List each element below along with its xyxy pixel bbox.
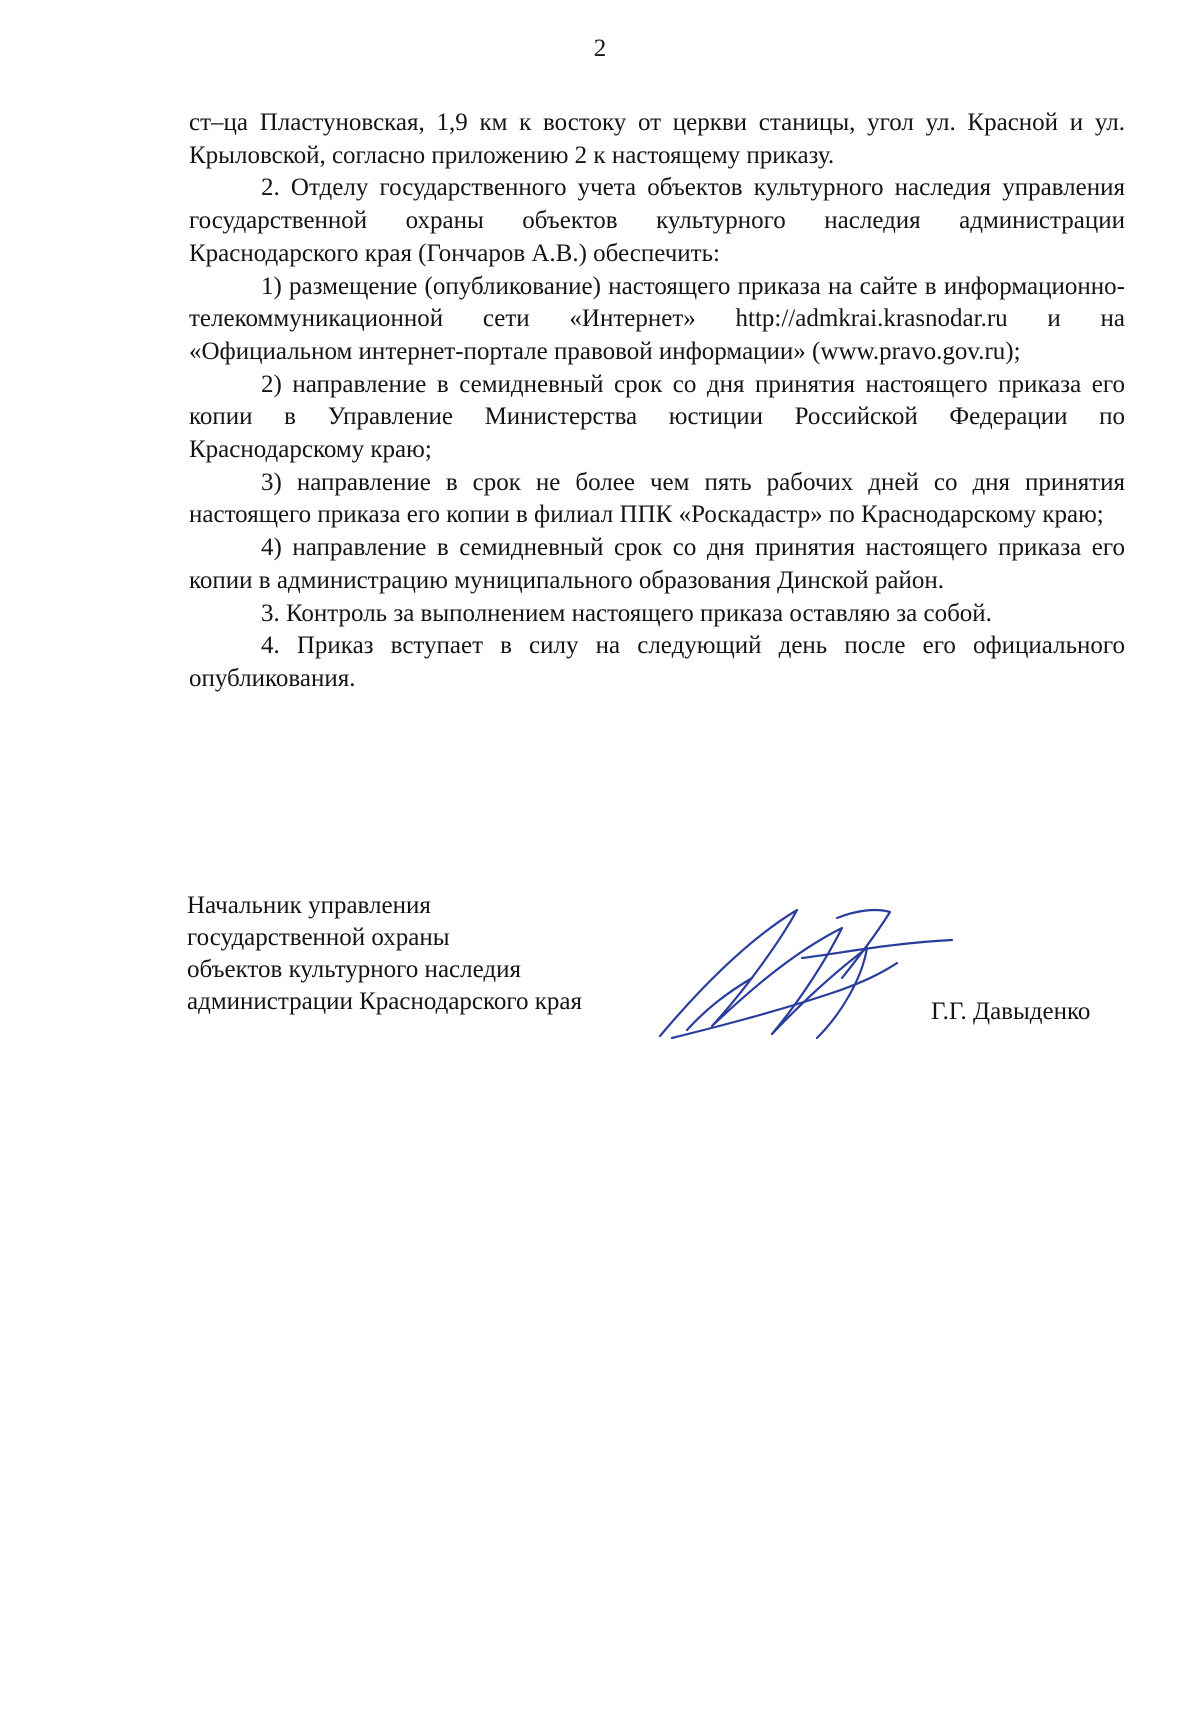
page-number: 2 bbox=[593, 35, 607, 62]
signer-title-line: администрации Краснодарского края bbox=[187, 988, 583, 1015]
signer-title bbox=[187, 890, 582, 1018]
paragraph-item-2: 2. Отделу государственного учета объектов культурного наследия управления государственной охраны объектов культурного наследия администрации Краснодарского края (Гончаров А.В.) обеспечить: bbox=[189, 174, 1125, 267]
signer-title-line: государственной охраны bbox=[187, 924, 450, 951]
paragraph-item-3: 3. Контроль за выполнением настоящего приказа оставляю за собой. bbox=[261, 599, 992, 627]
signature-block bbox=[187, 890, 1147, 1040]
paragraph-subitem-3: 3) направление в срок не более чем пять рабочих дней со дня принятия настоящего приказа его копии в филиал ППК «Роскадастр» по Краснодарскому краю; bbox=[189, 468, 1125, 529]
handwritten-signature-icon bbox=[652, 898, 972, 1048]
paragraph-subitem-2: 2) направление в семидневный срок со дня принятия настоящего приказа его копии в Управление Министерства юстиции Российской Федерации по Краснодарскому краю; bbox=[189, 370, 1125, 464]
signer-name: Г.Г. Давыденко bbox=[931, 998, 1091, 1025]
paragraph-subitem-4: 4) направление в семидневный срок со дня принятия настоящего приказа его копии в администрацию муниципального образования Динской район. bbox=[189, 534, 1125, 594]
paragraph-subitem-1: 1) размещение (опубликование) настоящего приказа на сайте в информационно-телекоммуникационной сети «Интернет» http://admkrai.krasnodar.ru и на «Официальном интернет-портале правовой информации» (www.pravo.gov.ru); bbox=[189, 272, 1125, 365]
paragraph-item-4: 4. Приказ вступает в силу на следующий день после его официального опубликования. bbox=[189, 632, 1125, 692]
signer-title-line: объектов культурного наследия bbox=[187, 956, 521, 983]
document-body bbox=[189, 107, 1125, 696]
signer-title-line: Начальник управления bbox=[187, 892, 431, 919]
paragraph-continuation: ст–ца Пластуновская, 1,9 км к востоку от церкви станицы, угол ул. Красной и ул. Крыловской, согласно приложению 2 к настоящему приказу. bbox=[189, 109, 1125, 169]
